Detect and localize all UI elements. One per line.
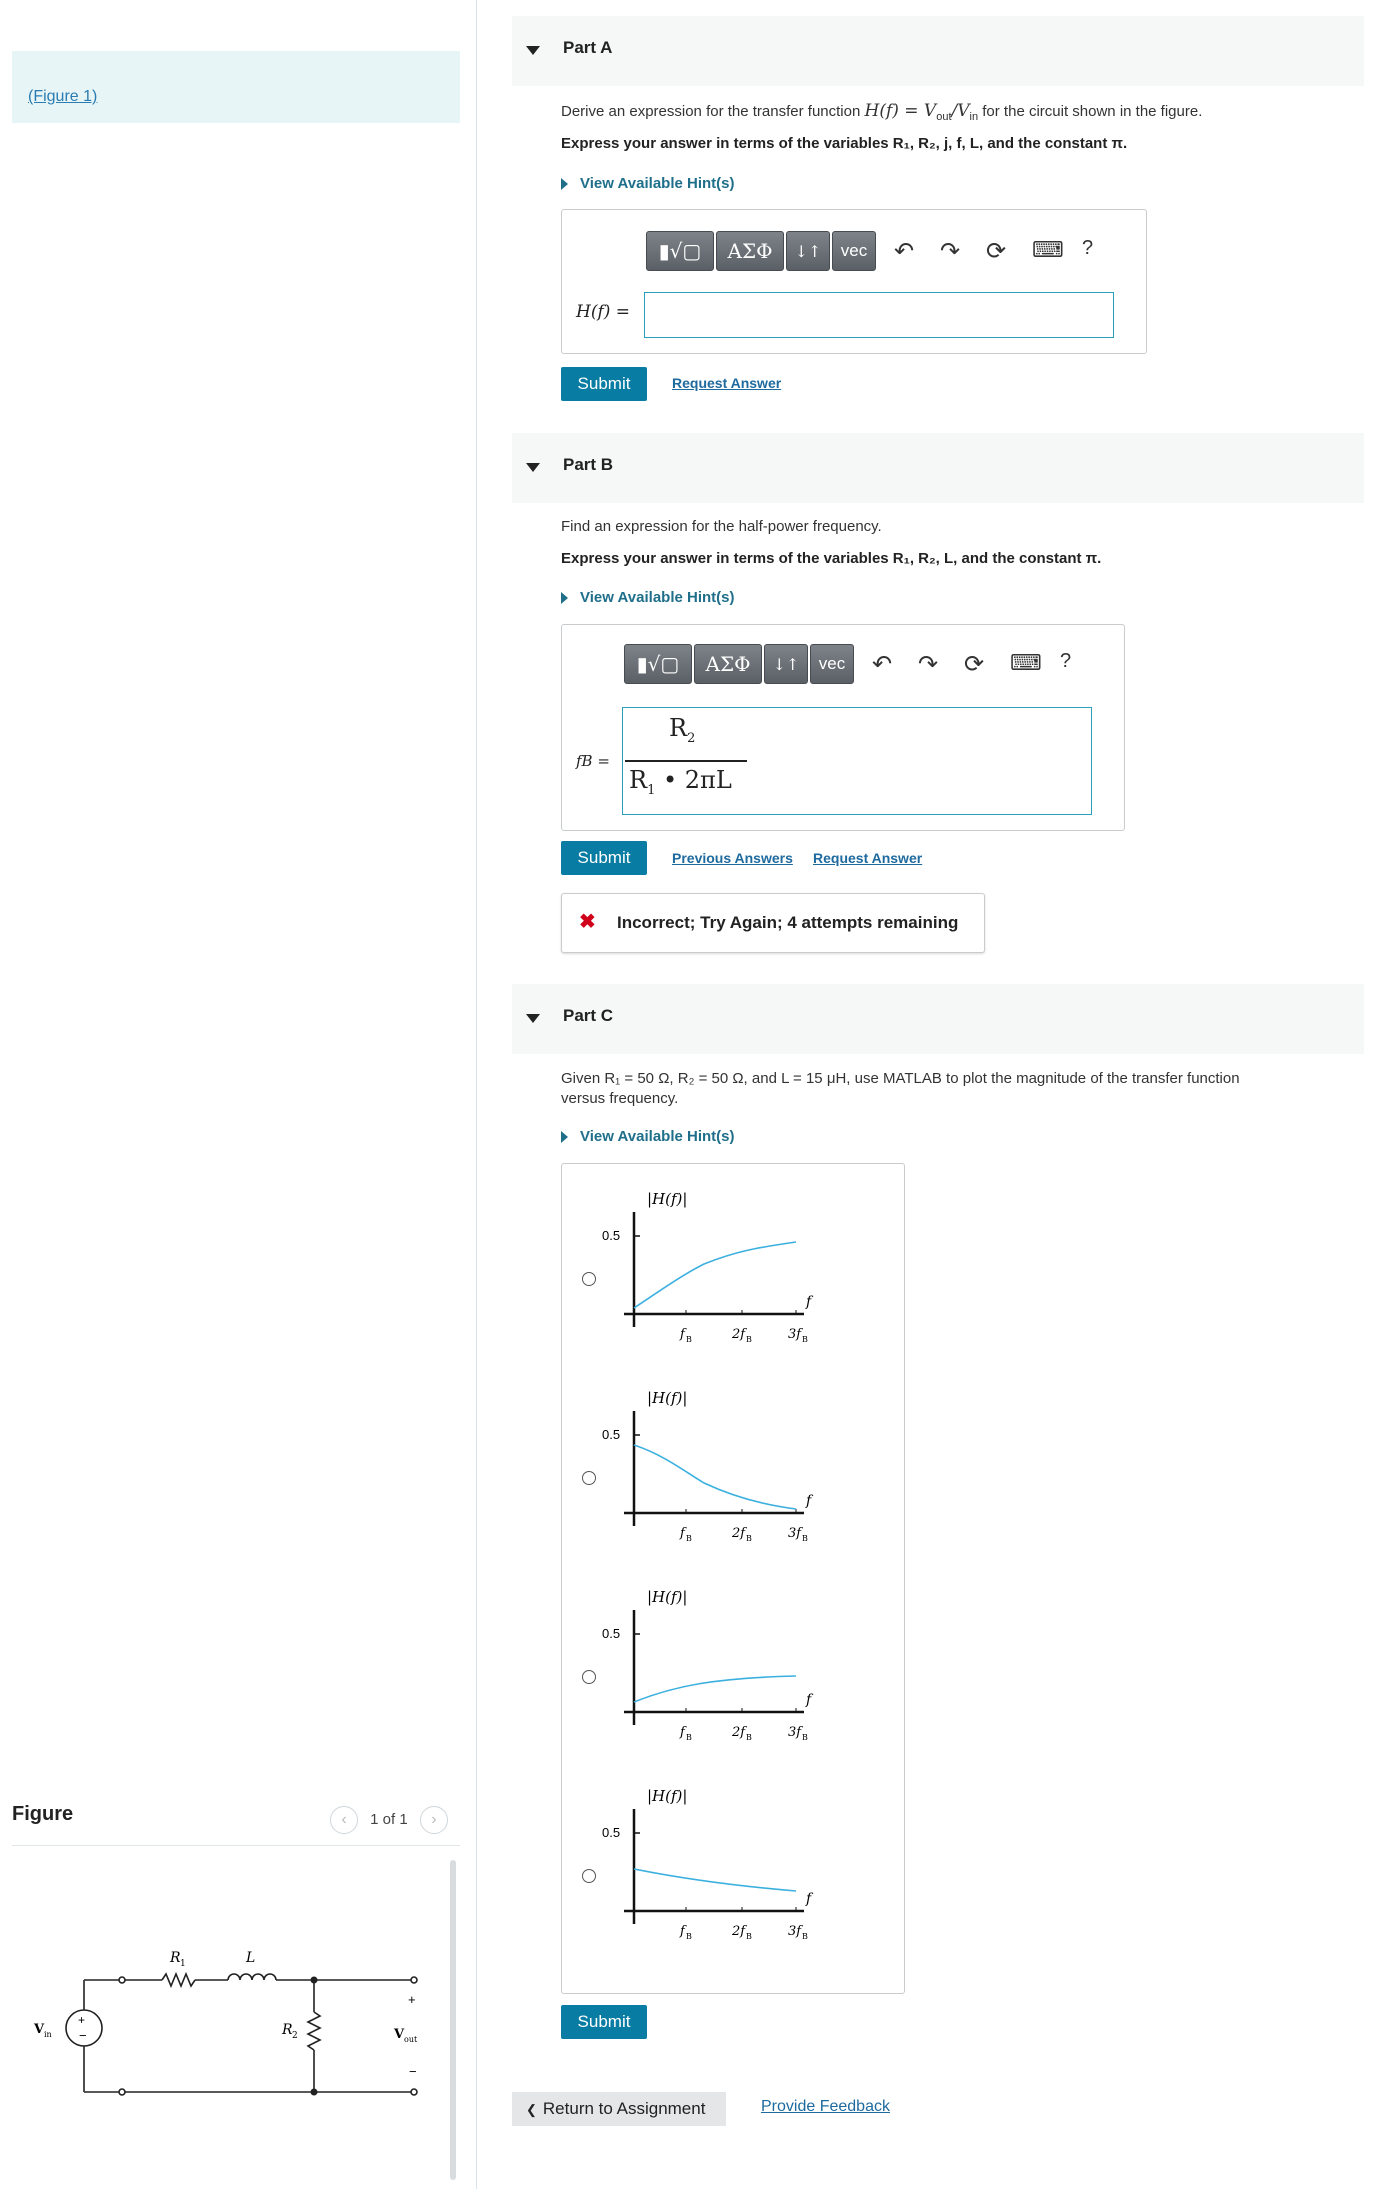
figure-pane — [0, 0, 477, 2189]
graph-tick-sub: B — [802, 1534, 808, 1543]
redo-icon[interactable]: ↷ — [940, 238, 961, 265]
part-b-submit-button[interactable]: Submit — [561, 841, 647, 875]
graph-xlabel: f — [806, 1294, 812, 1310]
part-b-request-answer-link[interactable]: Request Answer — [813, 850, 923, 866]
svg-text:in: in — [44, 2030, 52, 2039]
graph-tick-sub: B — [802, 1932, 808, 1941]
graph-tick-sub: B — [686, 1335, 692, 1344]
collapse-triangle-icon — [526, 1014, 540, 1023]
expand-arrow-icon — [561, 592, 568, 604]
return-to-assignment-button[interactable]: ❮ Return to Assignment — [512, 2092, 726, 2126]
help-icon[interactable]: ? — [1082, 237, 1094, 259]
graph-tick-sub: B — [686, 1534, 692, 1543]
previous-answers-link[interactable]: Previous Answers — [672, 850, 793, 866]
part-b-hint-link[interactable]: View Available Hint(s) — [561, 589, 735, 606]
graph-tick-1: f — [680, 1924, 685, 1939]
fb-label: fB = — [576, 752, 610, 770]
graph-xlabel: f — [806, 1692, 812, 1708]
graph-tick-3: 3f — [788, 1327, 802, 1342]
part-c-header[interactable] — [512, 984, 1364, 1054]
part-c-prompt: Given R₁ = 50 Ω, R₂ = 50 Ω, and L = 15 μH, use MATLAB to plot the magnitude of the transfer function versus frequency. — [561, 1070, 1240, 1107]
part-a-answer-input[interactable] — [644, 292, 1114, 338]
keyboard-icon[interactable]: ⌨ — [1032, 237, 1064, 262]
math-toolbar — [646, 231, 1166, 273]
error-x-icon: ✖ — [579, 911, 596, 933]
figure-divider — [12, 1845, 460, 1846]
subscript-button[interactable]: ↓↑ — [764, 644, 808, 684]
provide-feedback-link[interactable]: Provide Feedback — [761, 2098, 890, 2115]
svg-text:+: + — [78, 2013, 86, 2027]
vec-button[interactable]: vec — [810, 644, 854, 684]
redo-icon[interactable]: ↷ — [918, 651, 939, 678]
part-c-title: Part C — [563, 1006, 614, 1025]
graph-ylabel: |H(f)| — [647, 1389, 688, 1407]
part-a-header[interactable] — [512, 16, 1364, 86]
keyboard-icon[interactable]: ⌨ — [1010, 650, 1042, 675]
graph-tick-2: 2f — [732, 1526, 746, 1541]
graph-yvalue: 0.5 — [602, 1228, 621, 1243]
answer-option-graph-1 — [602, 1182, 862, 1372]
graph-tick-sub: B — [802, 1335, 808, 1344]
expand-arrow-icon — [561, 178, 568, 190]
greek-button[interactable]: ΑΣΦ — [694, 644, 762, 684]
answer-option-graph-3 — [602, 1580, 862, 1770]
svg-text:2: 2 — [292, 2031, 298, 2041]
circuit-diagram — [20, 1940, 440, 2120]
svg-text:R: R — [282, 2022, 293, 2038]
feedback-box — [561, 893, 985, 953]
figure-counter: 1 of 1 — [370, 1810, 408, 1828]
svg-text:+: + — [408, 1992, 416, 2007]
part-b-header[interactable] — [512, 433, 1364, 503]
feedback-message: Incorrect; Try Again; 4 attempts remaining — [617, 913, 959, 932]
resistor-r1 — [162, 1974, 195, 1986]
graph-tick-3: 3f — [788, 1924, 802, 1939]
math-toolbar — [624, 644, 1124, 686]
graph-ylabel: |H(f)| — [647, 1787, 688, 1805]
svg-text:out: out — [404, 2035, 418, 2044]
collapse-triangle-icon — [526, 463, 540, 472]
graph-tick-3: 3f — [788, 1526, 802, 1541]
part-b-instructions: Express your answer in terms of the variables R₁, R₂, L, and the constant π. — [561, 550, 1102, 567]
svg-text:L: L — [246, 1950, 256, 1966]
graph-ylabel: |H(f)| — [647, 1190, 688, 1208]
graph-tick-2: 2f — [732, 1725, 746, 1740]
figure-link-box — [12, 51, 460, 123]
graph-tick-1: f — [680, 1725, 685, 1740]
part-a-submit-button[interactable]: Submit — [561, 367, 647, 401]
answer-option-radio-3[interactable] — [582, 1670, 596, 1684]
undo-icon[interactable]: ↶ — [894, 238, 915, 265]
h-f-label: H(f) = — [576, 302, 631, 322]
fraction-bar — [625, 760, 747, 762]
reset-icon[interactable]: ⟳ — [986, 238, 1007, 265]
part-a-title: Part A — [563, 38, 613, 57]
graph-tick-sub: B — [686, 1932, 692, 1941]
graph-tick-sub: B — [746, 1932, 752, 1941]
graph-tick-2: 2f — [732, 1924, 746, 1939]
figure-scrollbar[interactable] — [450, 1860, 456, 2180]
graph-tick-1: f — [680, 1526, 685, 1541]
figure-heading: Figure — [12, 1803, 74, 1825]
vec-button[interactable]: vec — [832, 231, 876, 271]
graph-ylabel: |H(f)| — [647, 1588, 688, 1606]
part-a-request-answer-link[interactable]: Request Answer — [672, 375, 782, 391]
graph-tick-sub: B — [686, 1733, 692, 1742]
graph-xlabel: f — [806, 1891, 812, 1907]
graph-tick-sub: B — [802, 1733, 808, 1742]
greek-button[interactable]: ΑΣΦ — [716, 231, 784, 271]
svg-text:V: V — [34, 2022, 45, 2037]
graph-yvalue: 0.5 — [602, 1626, 621, 1641]
subscript-button[interactable]: ↓↑ — [786, 231, 830, 271]
part-c-hint-link[interactable]: View Available Hint(s) — [561, 1128, 735, 1145]
resistor-r2 — [308, 2012, 320, 2050]
graph-tick-sub: B — [746, 1534, 752, 1543]
collapse-triangle-icon — [526, 46, 540, 55]
svg-text:−: − — [409, 2064, 417, 2079]
figure-link[interactable]: (Figure 1) — [28, 88, 98, 105]
answer-option-radio-4[interactable] — [582, 1869, 596, 1883]
answer-option-radio-1[interactable] — [582, 1272, 596, 1286]
part-b-prompt: Find an expression for the half-power frequency. — [561, 518, 882, 535]
graph-tick-2: 2f — [732, 1327, 746, 1342]
answer-option-radio-2[interactable] — [582, 1471, 596, 1485]
part-a-prompt: Derive an expression for the transfer function $H(f) = V_{out}/V_{in}$ for the circuit shown in the figure. — [561, 101, 1203, 123]
part-b-answer-panel — [561, 624, 1125, 831]
graph-tick-1: f — [680, 1327, 685, 1342]
part-c-choices-panel — [561, 1163, 905, 1994]
graph-yvalue: 0.5 — [602, 1825, 621, 1840]
svg-text:1: 1 — [180, 1959, 186, 1969]
next-figure-button[interactable]: › — [420, 1806, 448, 1834]
fraction-numerator: $R_2$ — [669, 714, 696, 746]
answer-option-graph-4 — [602, 1779, 862, 1969]
expand-arrow-icon — [561, 1131, 568, 1143]
svg-text:−: − — [79, 2028, 87, 2043]
undo-icon[interactable]: ↶ — [872, 651, 893, 678]
part-a-answer-panel — [561, 209, 1147, 354]
part-a-hint-link[interactable]: View Available Hint(s) — [561, 175, 735, 192]
graph-tick-sub: B — [746, 1335, 752, 1344]
graph-tick-3: 3f — [788, 1725, 802, 1740]
graph-xlabel: f — [806, 1493, 812, 1509]
answer-option-graph-2 — [602, 1381, 862, 1571]
part-b-title: Part B — [563, 455, 614, 474]
graph-yvalue: 0.5 — [602, 1427, 621, 1442]
templates-button[interactable]: ▮√▢ — [646, 231, 714, 271]
templates-button[interactable]: ▮√▢ — [624, 644, 692, 684]
graph-tick-sub: B — [746, 1733, 752, 1742]
help-icon[interactable]: ? — [1060, 650, 1072, 672]
svg-text:R: R — [170, 1950, 181, 1966]
figure-nav — [330, 1806, 448, 1834]
prev-figure-button[interactable]: ‹ — [330, 1806, 358, 1834]
part-b-answer-input[interactable] — [622, 707, 1092, 815]
part-a-instructions: Express your answer in terms of the variables R₁, R₂, j, f, L, and the constant π. — [561, 135, 1128, 152]
fraction-denominator: $R_1$ • 2πL — [629, 766, 732, 798]
svg-text:V: V — [394, 2027, 405, 2042]
chevron-left-icon: ❮ — [526, 2102, 537, 2117]
inductor-l — [228, 1974, 276, 1980]
part-c-submit-button[interactable]: Submit — [561, 2005, 647, 2039]
reset-icon[interactable]: ⟳ — [964, 651, 985, 678]
